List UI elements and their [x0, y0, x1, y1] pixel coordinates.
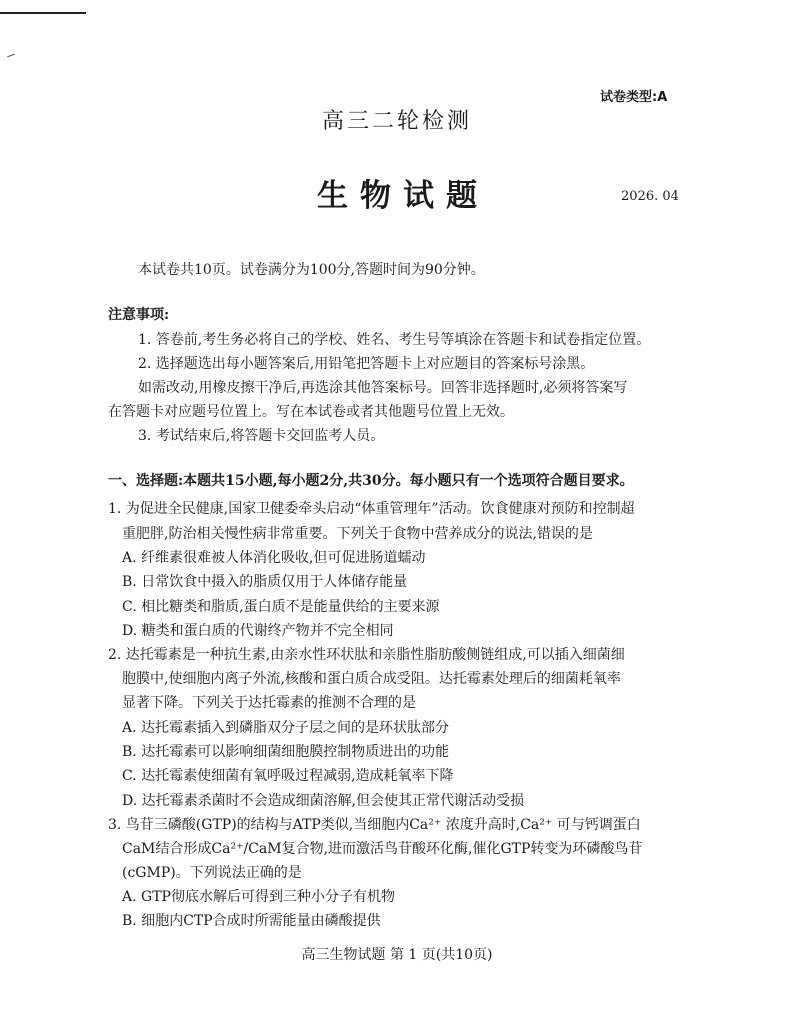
note-line: 3. 考试结束后,将答题卡交回监考人员。	[138, 428, 385, 444]
exam-title: 生物试题	[317, 178, 489, 214]
scan-mark	[7, 54, 15, 58]
question-stem: 显著下降。下列关于达托霉素的推测不合理的是	[122, 695, 416, 711]
question-stem: 胞膜中,使细胞内离子外流,核酸和蛋白质合成受阻。达托霉素处理后的细菌耗氧率	[122, 671, 621, 687]
question-stem: 1. 为促进全民健康,国家卫健委牵头启动“体重管理年”活动。饮食健康对预防和控制超	[108, 501, 635, 517]
option-b: B. 日常饮食中摄入的脂质仅用于人体储存能量	[122, 574, 408, 590]
note-line: 如需改动,用橡皮擦干净后,再选涂其他答案标号。回答非选择题时,必须将答案写	[138, 380, 628, 396]
note-line: 在答题卡对应题号位置上。写在本试卷或者其他题号位置上无效。	[108, 404, 514, 420]
option-a: A. GTP彻底水解后可得到三种小分子有机物	[122, 889, 395, 905]
option-a: A. 达托霉素插入到磷脂双分子层之间的是环状肽部分	[122, 720, 450, 736]
option-c: C. 相比糖类和脂质,蛋白质不是能量供给的主要来源	[122, 599, 440, 615]
note-line: 1. 答卷前,考生务必将自己的学校、姓名、考生号等填涂在答题卡和试卷指定位置。	[138, 332, 651, 348]
question-stem: CaM结合形成Ca²⁺/CaM复合物,进而激活鸟苷酸环化酶,催化GTP转变为环磷酸鸟苷	[122, 841, 643, 857]
note-line: 2. 选择题选出每小题答案后,用铅笔把答题卡上对应题目的答案标号涂黑。	[138, 356, 595, 372]
exam-round-heading: 高三二轮检测	[321, 109, 472, 134]
intro-text: 本试卷共10页。试卷满分为100分,答题时间为90分钟。	[138, 262, 485, 278]
question-stem: 3. 鸟苷三磷酸(GTP)的结构与ATP类似,当细胞内Ca²⁺ 浓度升高时,Ca²⁺ 可与钙调蛋白	[108, 817, 641, 833]
question-stem: 重肥胖,防治相关慢性病非常重要。下列关于食物中营养成分的说法,错误的是	[122, 526, 593, 542]
top-rule	[0, 12, 86, 14]
question-stem: (cGMP)。下列说法正确的是	[122, 865, 302, 881]
option-b: B. 细胞内CTP合成时所需能量由磷酸提供	[122, 913, 381, 929]
option-a: A. 纤维素很难被人体消化吸收,但可促进肠道蠕动	[122, 550, 426, 566]
option-c: C. 达托霉素使细菌有氧呼吸过程减弱,造成耗氧率下降	[122, 768, 454, 784]
option-d: D. 糖类和蛋白质的代谢终产物并不完全相同	[122, 623, 394, 639]
question-stem: 2. 达托霉素是一种抗生素,由亲水性环状肽和亲脂性脂肪酸侧链组成,可以插入细菌细	[108, 647, 625, 663]
paper-type-label: 试卷类型:A	[600, 90, 668, 105]
option-d: D. 达托霉素杀菌时不会造成细菌溶解,但会使其正常代谢活动受损	[122, 793, 525, 809]
page-footer: 高三生物试题 第 1 页(共10页)	[301, 947, 493, 963]
notes-title: 注意事项:	[108, 307, 170, 323]
exam-date: 2026. 04	[621, 189, 679, 204]
option-b: B. 达托霉素可以影响细菌细胞膜控制物质进出的功能	[122, 744, 450, 760]
section-heading: 一、选择题:本题共15小题,每小题2分,共30分。每小题只有一个选项符合题目要求。	[108, 473, 634, 489]
